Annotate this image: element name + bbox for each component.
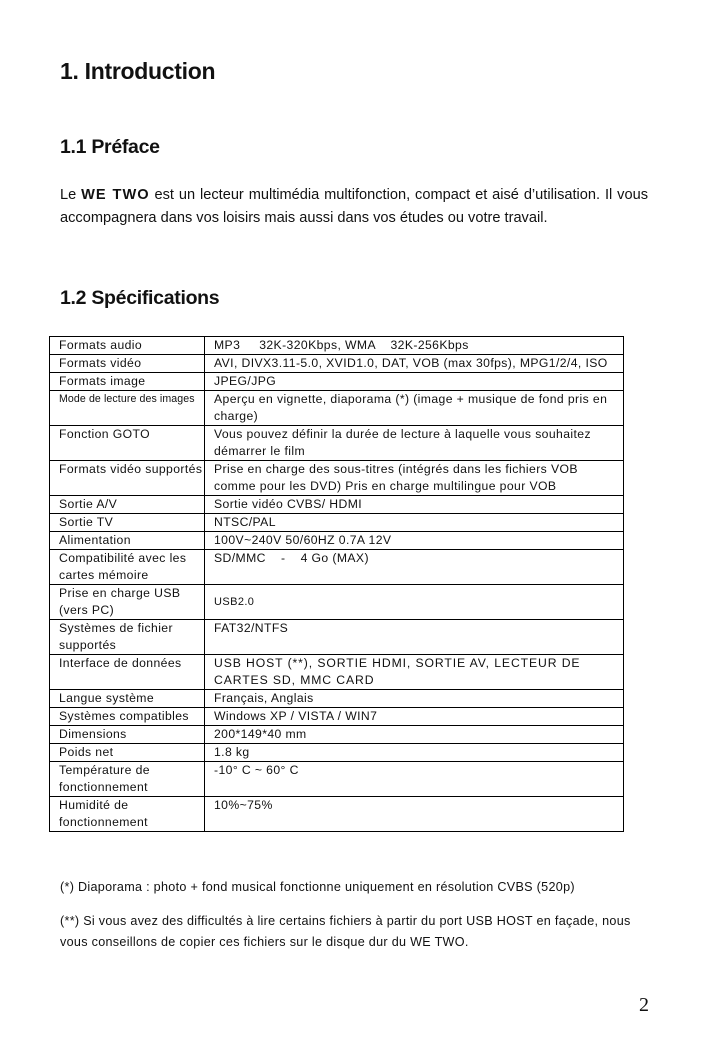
spec-label: Prise en charge USB (vers PC) [50,585,205,620]
spec-label: Formats audio [50,337,205,355]
table-row [50,426,624,461]
preface-text-after: est un lecteur multimédia multifonction, compact et aisé d’utilisation. Il vous accompagnera dans vos loisirs mais aussi dans vos études ou votre travail. [60,187,648,226]
table-row [50,373,624,391]
spec-value: FAT32/NTFS [205,620,624,655]
spec-value: Vous pouvez définir la durée de lecture à laquelle vous souhaitez démarrer le film [205,426,624,461]
table-row [50,726,624,744]
table-row [50,514,624,532]
spec-value: 100V~240V 50/60HZ 0.7A 12V [205,532,624,550]
spec-label: Humidité de fonctionnement [50,797,205,832]
spec-label: Sortie A/V [50,496,205,514]
spec-value: 1.8 kg [205,744,624,762]
spec-value: Sortie vidéo CVBS/ HDMI [205,496,624,514]
spec-value: Français, Anglais [205,690,624,708]
spec-value: JPEG/JPG [205,373,624,391]
spec-value: NTSC/PAL [205,514,624,532]
table-row [50,391,624,426]
preface-paragraph [60,184,648,229]
spec-value: -10° C ~ 60° C [205,762,624,797]
footnote-usb-host: (**) Si vous avez des difficultés à lire certains fichiers à partir du port USB HOST en façade, nous vous conseillons de copier ces fichiers sur le disque dur du WE TWO. [60,914,631,949]
table-row [50,532,624,550]
product-name: WE TWO [81,187,150,203]
table-row [50,744,624,762]
spec-value: Windows XP / VISTA / WIN7 [205,708,624,726]
footnote-diaporama: (*) Diaporama : photo + fond musical fonctionne uniquement en résolution CVBS (520p) [60,880,575,894]
table-row [50,690,624,708]
spec-label: Systèmes compatibles [50,708,205,726]
spec-label: Poids net [50,744,205,762]
spec-value: 10%~75% [205,797,624,832]
preface-text-before: Le [60,187,82,203]
spec-label: Interface de données [50,655,205,690]
page-number: 2 [639,994,649,1016]
spec-value: SD/MMC - 4 Go (MAX) [205,550,624,585]
spec-value: Prise en charge des sous-titres (intégrés dans les fichiers VOB comme pour les DVD) Pris en charge multilingue pour VOB [205,461,624,496]
spec-label: Systèmes de fichier supportés [50,620,205,655]
table-row [50,762,624,797]
spec-value: AVI, DIVX3.11-5.0, XVID1.0, DAT, VOB (max 30fps), MPG1/2/4, ISO [205,355,624,373]
table-row [50,797,624,832]
spec-label: Sortie TV [50,514,205,532]
spec-label: Formats vidéo supportés [50,461,205,496]
spec-label: Dimensions [50,726,205,744]
spec-label: Fonction GOTO [50,426,205,461]
spec-value: Aperçu en vignette, diaporama (*) (image + musique de fond pris en charge) [205,391,624,426]
spec-label: Langue système [50,690,205,708]
specifications-table [49,336,624,832]
preface-heading: 1.1 Préface [60,136,160,158]
spec-value: 200*149*40 mm [205,726,624,744]
spec-label: Formats image [50,373,205,391]
table-row [50,461,624,496]
table-row [50,708,624,726]
spec-label: Mode de lecture des images [50,391,205,426]
section-title: 1. Introduction [60,58,216,84]
spec-value: MP3 32K-320Kbps, WMA 32K-256Kbps [205,337,624,355]
spec-value: USB2.0 [205,585,624,620]
table-row [50,585,624,620]
spec-label: Formats vidéo [50,355,205,373]
table-row [50,655,624,690]
table-row [50,337,624,355]
spec-label: Température de fonctionnement [50,762,205,797]
table-row [50,496,624,514]
table-row [50,355,624,373]
spec-value: USB HOST (**), SORTIE HDMI, SORTIE AV, LECTEUR DE CARTES SD, MMC CARD [205,655,624,690]
table-row [50,620,624,655]
table-row [50,550,624,585]
specifications-heading: 1.2 Spécifications [60,287,220,309]
spec-label: Alimentation [50,532,205,550]
spec-label: Compatibilité avec les cartes mémoire [50,550,205,585]
